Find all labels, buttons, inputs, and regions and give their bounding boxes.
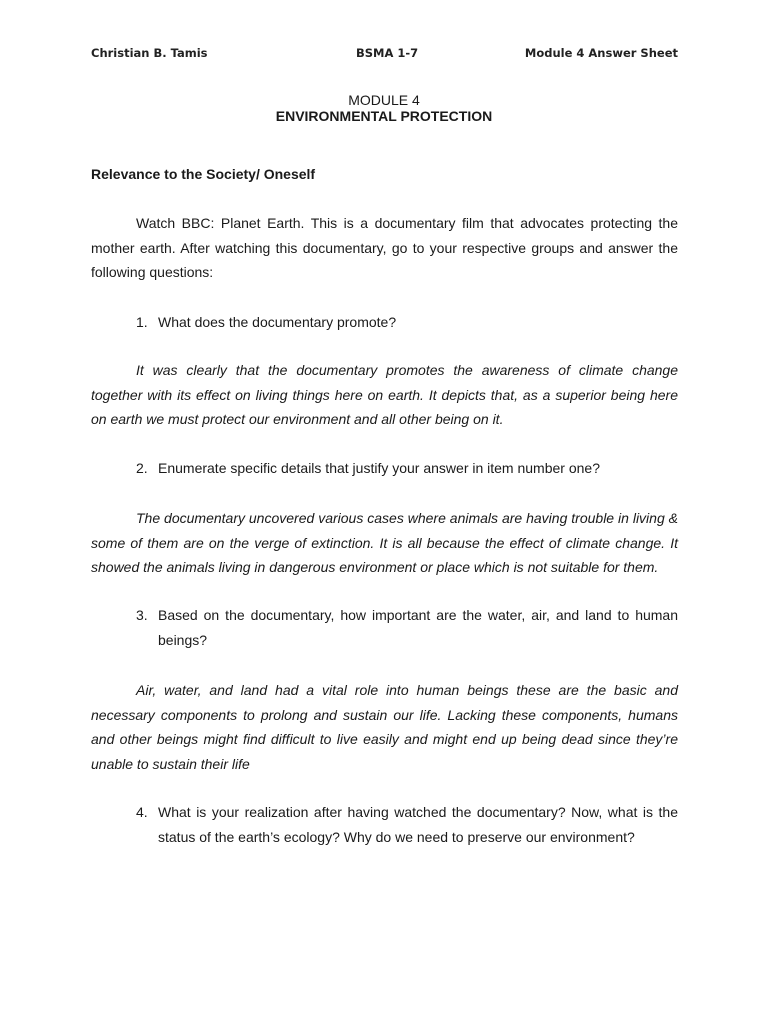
question-item bbox=[136, 800, 678, 849]
section-code: BSMA 1-7 bbox=[356, 46, 419, 60]
question-item bbox=[136, 456, 678, 481]
module-subtitle: ENVIRONMENTAL PROTECTION bbox=[275, 108, 493, 124]
question-text: Enumerate specific details that justify your answer in item number one? bbox=[158, 460, 600, 476]
question-item bbox=[136, 603, 678, 652]
question-text: What is your realization after having watched the documentary? Now, what is the status of the earth’s ecology? Why do we need to preserve our environment? bbox=[158, 804, 678, 845]
module-number: MODULE 4 bbox=[348, 92, 420, 108]
question-number: 3. bbox=[136, 607, 148, 623]
answer-paragraph: Air, water, and land had a vital role into human beings these are the basic and necessary components to prolong and sustain our life. Lacking these components, humans and other beings might find difficult to live easily and might end up being dead since they’re unable to sustain their life bbox=[91, 682, 678, 772]
section-heading: Relevance to the Society/ Oneself bbox=[91, 166, 316, 182]
question-number: 4. bbox=[136, 804, 148, 820]
document-title bbox=[0, 92, 768, 124]
question-number: 1. bbox=[136, 314, 148, 330]
question-number: 2. bbox=[136, 460, 148, 476]
question-text: Based on the documentary, how important are the water, air, and land to human beings? bbox=[158, 607, 678, 648]
question-text: What does the documentary promote? bbox=[158, 314, 397, 330]
question-item bbox=[136, 310, 678, 335]
answer-paragraph: It was clearly that the documentary promotes the awareness of climate change together with its effect on living things here on earth. It depicts that, as a superior being here on earth we must protect our environment and all other being on it. bbox=[91, 362, 678, 427]
answer-paragraph: The documentary uncovered various cases where animals are having trouble in living & some of them are on the verge of extinction. It is all because the effect of climate change. It showed the animals living in dangerous environment or place which is not suitable for them. bbox=[91, 510, 678, 575]
student-name: Christian B. Tamis bbox=[91, 46, 208, 60]
sheet-title: Module 4 Answer Sheet bbox=[524, 46, 678, 60]
page-header bbox=[91, 46, 678, 64]
intro-paragraph: Watch BBC: Planet Earth. This is a documentary film that advocates protecting the mother earth. After watching this documentary, go to your respective groups and answer the following questions: bbox=[91, 215, 678, 280]
